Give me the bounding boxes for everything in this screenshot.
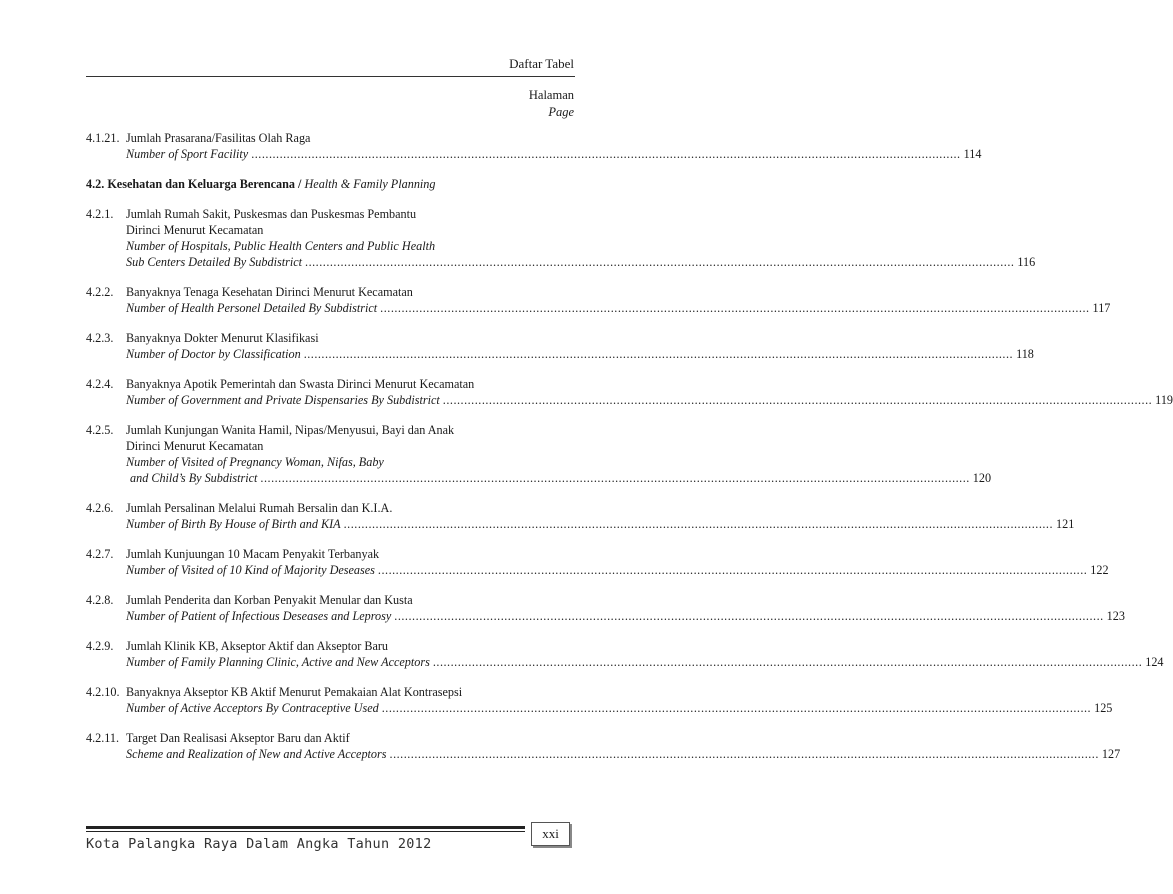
toc-entry-number: 4.2.5. xyxy=(86,423,114,437)
toc-title-text: Number of Family Planning Clinic, Active and New Acceptors xyxy=(126,655,430,669)
toc-title-text: Scheme and Realization of New and Active Acceptors xyxy=(126,747,387,761)
toc-title-text: Number of Active Acceptors By Contraceptive Used xyxy=(126,701,379,715)
toc-title-text: Number of Doctor by Classification xyxy=(126,347,301,361)
toc-title-text: Number of Birth By House of Birth and KIA xyxy=(126,517,341,531)
toc-page-number: 120 xyxy=(972,471,992,485)
section-heading-id: 4.2. Kesehatan dan Keluarga Berencana / xyxy=(86,177,305,191)
toc-entry-number: 4.2.4. xyxy=(86,377,114,391)
toc-page-number: 117 xyxy=(1092,301,1111,315)
toc-title-en: Number of Visited of Pregnancy Woman, Nifas, Baby xyxy=(126,455,384,469)
toc-entry-number: 4.2.6. xyxy=(86,501,114,515)
toc-entry[interactable] xyxy=(86,500,1075,532)
toc-title-text: Number of Government and Private Dispensaries By Subdistrict xyxy=(126,393,440,407)
toc-entry[interactable] xyxy=(86,206,1036,270)
toc-title-id: Jumlah Kunjungan Wanita Hamil, Nipas/Menyusui, Bayi dan Anak xyxy=(126,423,455,437)
toc-entry[interactable] xyxy=(86,284,1111,316)
section-heading-en: Health & Family Planning xyxy=(304,177,436,191)
footer-title: Kota Palangka Raya Dalam Angka Tahun 2012 xyxy=(86,836,432,852)
toc-title-en xyxy=(126,746,1120,762)
toc-page-number: 123 xyxy=(1106,609,1125,623)
toc-title-id: Banyaknya Tenaga Kesehatan Dirinci Menurut Kecamatan xyxy=(126,285,413,299)
page-column-label-en: Page xyxy=(548,105,574,119)
table-of-contents xyxy=(86,130,1173,762)
toc-entry-body xyxy=(126,206,1035,270)
toc-title-id: Banyaknya Akseptor KB Aktif Menurut Pemakaian Alat Kontrasepsi xyxy=(126,685,463,699)
dot-leader: ........................................................................................................................................................................................................ xyxy=(343,517,1053,531)
dot-leader: ........................................................................................................................................................................................................ xyxy=(377,563,1088,577)
toc-title-en xyxy=(126,254,1035,270)
dot-leader: ........................................................................................................................................................................................................ xyxy=(432,655,1143,669)
toc-entry-body xyxy=(126,422,991,486)
toc-title-id: Jumlah Prasarana/Fasilitas Olah Raga xyxy=(126,131,311,145)
toc-entry-body xyxy=(126,130,981,162)
toc-entry-number: 4.2.7. xyxy=(86,547,114,561)
toc-page-number: 122 xyxy=(1090,563,1109,577)
dot-leader: ........................................................................................................................................................................................................ xyxy=(251,147,961,161)
toc-entry-body xyxy=(126,330,1034,362)
toc-entry-body xyxy=(126,500,1074,532)
toc-entry-number: 4.2.3. xyxy=(86,331,114,345)
toc-entry-body xyxy=(126,376,1173,408)
toc-title-id: Target Dan Realisasi Akseptor Baru dan Aktif xyxy=(126,731,350,745)
page-column-label-id: Halaman xyxy=(528,88,574,102)
toc-title-en xyxy=(126,562,1109,578)
dot-leader: ........................................................................................................................................................................................................ xyxy=(442,393,1153,407)
toc-page-number: 116 xyxy=(1017,255,1036,269)
toc-title-id: Banyaknya Apotik Pemerintah dan Swasta Dirinci Menurut Kecamatan xyxy=(126,377,475,391)
toc-title-text: Number of Sport Facility xyxy=(126,147,249,161)
header-rule xyxy=(86,76,575,77)
dot-leader: ........................................................................................................................................................................................................ xyxy=(260,471,970,485)
toc-entry[interactable] xyxy=(86,730,1121,762)
toc-page-number: 114 xyxy=(963,147,982,161)
toc-title-en xyxy=(126,300,1110,316)
section-heading xyxy=(86,176,568,192)
toc-title-en xyxy=(126,700,1112,716)
toc-title-en xyxy=(126,516,1074,532)
toc-entry[interactable] xyxy=(86,376,1173,408)
toc-entry[interactable] xyxy=(86,684,1113,716)
toc-entry-number: 4.2.8. xyxy=(86,593,114,607)
toc-entry-number: 4.2.11. xyxy=(86,731,120,745)
toc-entry-body xyxy=(126,638,1164,670)
toc-entry-body xyxy=(126,730,1120,762)
toc-title-text: and Child’s By Subdistrict xyxy=(130,471,258,485)
page-column-heading xyxy=(529,87,574,121)
toc-entry-number: 4.2.10. xyxy=(86,685,120,699)
toc-title-en: Number of Hospitals, Public Health Centers and Public Health xyxy=(126,239,436,253)
page-header-title: Daftar Tabel xyxy=(509,56,574,71)
toc-entry-number: 4.2.9. xyxy=(86,639,114,653)
page-number-box: xxi xyxy=(531,822,570,846)
toc-entry[interactable] xyxy=(86,638,1164,670)
toc-title-id: Dirinci Menurut Kecamatan xyxy=(126,223,264,237)
toc-entry-body xyxy=(126,592,1125,624)
toc-entry-number: 4.1.21. xyxy=(86,131,120,145)
toc-page-number: 119 xyxy=(1155,393,1173,407)
toc-title-en xyxy=(126,470,991,486)
toc-title-en xyxy=(126,608,1125,624)
footer-rule-thick xyxy=(86,826,525,829)
toc-title-id: Jumlah Persalinan Melalui Rumah Bersalin dan K.I.A. xyxy=(126,501,393,515)
dot-leader: ........................................................................................................................................................................................................ xyxy=(394,609,1104,623)
toc-entry[interactable] xyxy=(86,546,1109,578)
dot-leader: ........................................................................................................................................................................................................ xyxy=(305,255,1015,269)
toc-entry[interactable] xyxy=(86,130,982,162)
toc-title-id: Dirinci Menurut Kecamatan xyxy=(126,439,264,453)
dot-leader: ........................................................................................................................................................................................................ xyxy=(389,747,1099,761)
toc-title-text: Number of Health Personel Detailed By Subdistrict xyxy=(126,301,378,315)
footer-rule-thin xyxy=(86,831,525,832)
toc-entry[interactable] xyxy=(86,592,1125,624)
toc-page-number: 127 xyxy=(1101,747,1121,761)
toc-entry-body xyxy=(126,684,1112,716)
toc-entry-number: 4.2.2. xyxy=(86,285,114,299)
toc-entry-number: 4.2.1. xyxy=(86,207,114,221)
toc-title-en xyxy=(126,654,1164,670)
toc-entry-body xyxy=(126,284,1110,316)
toc-title-text: Number of Patient of Infectious Deseases and Leprosy xyxy=(126,609,392,623)
dot-leader: ........................................................................................................................................................................................................ xyxy=(380,301,1090,315)
toc-title-text: Sub Centers Detailed By Subdistrict xyxy=(126,255,303,269)
dot-leader: ........................................................................................................................................................................................................ xyxy=(381,701,1092,715)
toc-entry[interactable] xyxy=(86,330,1034,362)
toc-entry-body xyxy=(126,546,1109,578)
toc-title-id: Banyaknya Dokter Menurut Klasifikasi xyxy=(126,331,319,345)
toc-title-id: Jumlah Klinik KB, Akseptor Aktif dan Akseptor Baru xyxy=(126,639,389,653)
toc-page-number: 124 xyxy=(1145,655,1164,669)
dot-leader: ........................................................................................................................................................................................................ xyxy=(303,347,1014,361)
toc-title-id: Jumlah Kunjuungan 10 Macam Penyakit Terbanyak xyxy=(126,547,380,561)
toc-title-en xyxy=(126,346,1034,362)
toc-page-number: 118 xyxy=(1016,347,1034,361)
toc-entry[interactable] xyxy=(86,422,992,486)
toc-title-id: Jumlah Penderita dan Korban Penyakit Menular dan Kusta xyxy=(126,593,413,607)
toc-title-en xyxy=(126,392,1173,408)
toc-page-number: 125 xyxy=(1094,701,1113,715)
toc-title-id: Jumlah Rumah Sakit, Puskesmas dan Puskesmas Pembantu xyxy=(126,207,417,221)
toc-title-en xyxy=(126,146,981,162)
toc-title-text: Number of Visited of 10 Kind of Majority Deseases xyxy=(126,563,375,577)
toc-page-number: 121 xyxy=(1056,517,1075,531)
